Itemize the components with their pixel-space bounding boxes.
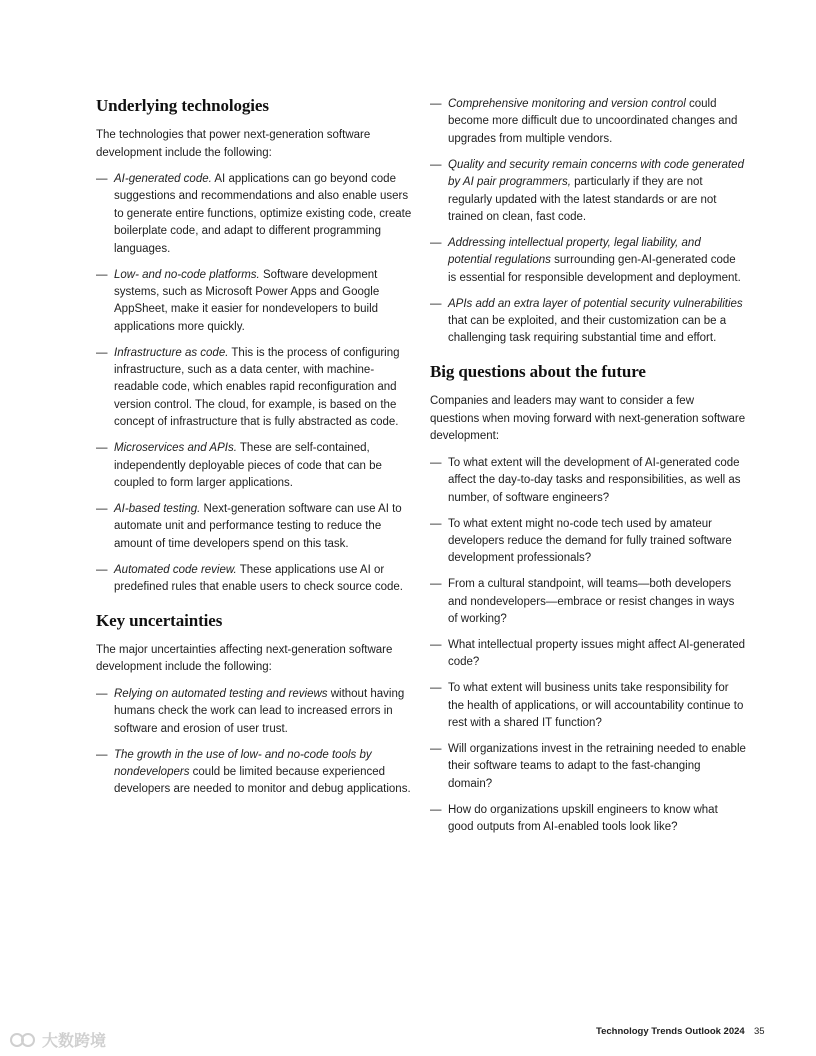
questions-list [430,455,746,837]
watermark-text: 大数跨境 [42,1033,107,1050]
list-item: — Comprehensive monitoring and version control could become more difficult due to uncoordinated changes and upgrades from multiple vendors. [430,98,738,145]
questions-intro: Companies and leaders may want to consider a few questions when moving forward with next-generation software development: [430,395,746,443]
list-item: — To what extent will the development of AI-generated code affect the day-to-day tasks and responsibilities, as well as number, of software engineers? [430,456,741,504]
list-item: — To what extent might no-code tech used by amateur developers reduce the demand for fully trained software development professionals? [430,517,732,565]
list-item: — What intellectual property issues might affect AI-generated code? [430,638,746,669]
list-item: — Automated code review. These applications use AI or predefined rules that enable users to check source code. [96,563,403,594]
list-item: — Relying on automated testing and reviews without having humans check the work can lead to increased errors in software and erosion of user trust. [96,687,405,735]
watermark-logo-icon [8,1031,38,1049]
list-item: — To what extent will business units take responsibility for the health of applications, or will accountability continue to rest with a shared IT function? [430,682,744,730]
list-item: — Infrastructure as code. This is the process of configuring infrastructure, such as a data center, with machine-readable code, which enables rapid reconfiguration and version control. The cloud, for example, is based on the concept of infrastructure that is fully abstracted as code. [96,346,400,429]
uncertainties-list [96,686,412,799]
page-number: 35 [754,1026,765,1037]
list-item: — How do organizations upskill engineers to know what good outputs from AI-enabled tools look like? [430,803,718,834]
list-item: — Quality and security remain concerns with code generated by AI pair programmers, particularly if they are not regularly updated with the latest standards or are not trained on clean, fast code. [430,158,744,223]
list-item: — From a cultural standpoint, will teams—both developers and nondevelopers—embrace or resist changes in ways of working? [430,578,735,626]
list-item: — Addressing intellectual property, legal liability, and potential regulations surrounding gen-AI-generated code is essential for responsible development and deployment. [430,236,741,284]
uncertainties-list-continued [430,96,746,348]
list-item: — Will organizations invest in the retraining needed to enable their software teams to adapt to the fast-changing domain? [430,742,746,790]
right-column [430,96,746,845]
list-item: — AI-generated code. AI applications can go beyond code suggestions and recommendations and also enable users to generate entire functions, optimize existing code, create boilerplate code, and adapt to different programming languages. [96,173,412,255]
left-column [96,96,412,807]
technologies-list [96,171,412,596]
watermark [8,1028,106,1051]
section-heading-questions: Big questions about the future [430,362,646,382]
list-item: — The growth in the use of low- and no-code tools by nondevelopers could be limited because experienced developers are needed to monitor and debug applications. [96,748,411,796]
section-heading-technologies: Underlying technologies [96,96,269,115]
uncertainties-intro: The major uncertainties affecting next-generation software development include the following: [96,643,393,674]
section-heading-uncertainties: Key uncertainties [96,610,223,630]
list-item: — APIs add an extra layer of potential security vulnerabilities that can be exploited, and their customization can be a challenging task requiring substantial time and effort. [430,297,743,345]
list-item: — AI-based testing. Next-generation software can use AI to automate unit and performance testing to reduce the amount of time developers spend on this task. [96,502,402,550]
list-item: — Microservices and APIs. These are self-contained, independently deployable pieces of code that can be coupled to form larger applications. [96,442,382,489]
list-item: — Low- and no-code platforms. Software development systems, such as Microsoft Power Apps and Google AppSheet, make it easier for nondevelopers to build applications more quickly. [96,268,380,333]
technologies-intro: The technologies that power next-generation software development include the following: [96,129,371,159]
footer-title: Technology Trends Outlook 2024 [596,1026,745,1037]
